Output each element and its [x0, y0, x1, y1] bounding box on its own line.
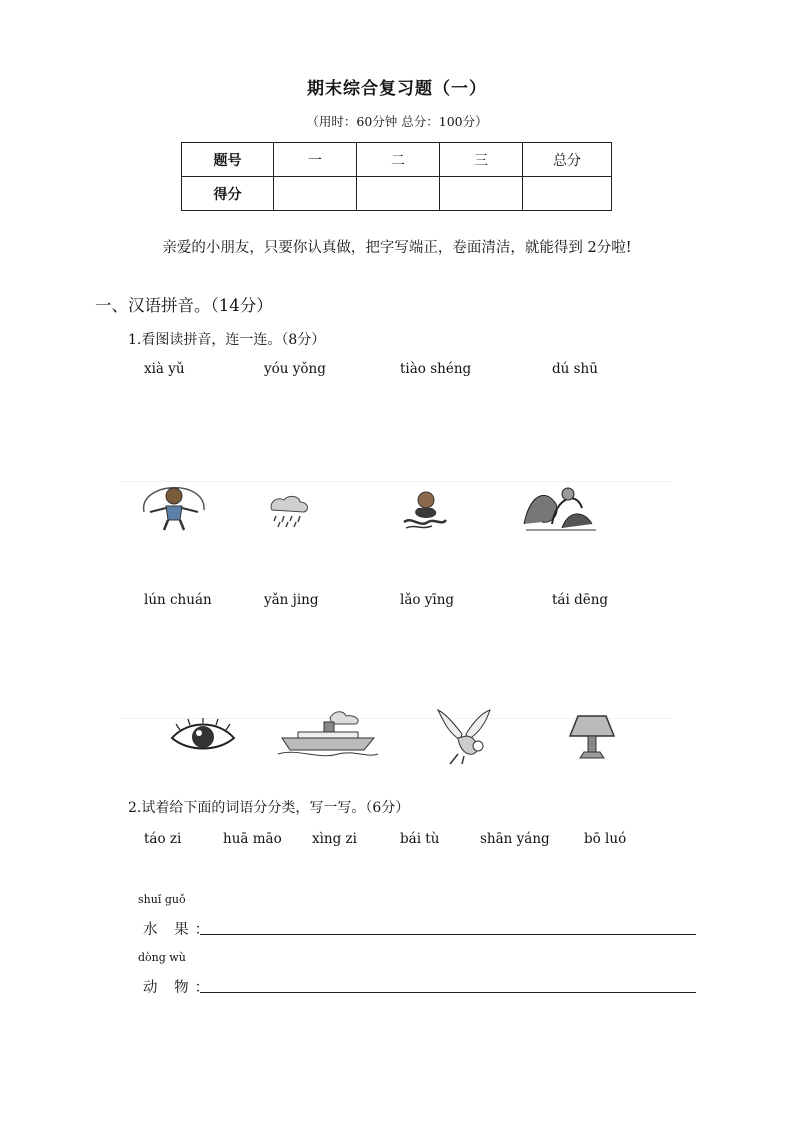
- table-row-label: 得分: [182, 177, 274, 211]
- table-header-cell: 一: [274, 143, 357, 177]
- table-header-cell: 总分: [523, 143, 612, 177]
- pinyin-word: xià yǔ: [144, 361, 185, 377]
- table-header-cell: 二: [357, 143, 440, 177]
- pinyin-word: yóu yǒng: [264, 361, 326, 377]
- waves-image: [522, 484, 600, 532]
- page-title: 期末综合复习题（一）: [307, 79, 487, 99]
- category-pinyin: shuǐ guǒ: [138, 893, 186, 906]
- score-cell[interactable]: [274, 177, 357, 211]
- pinyin-word: tái dēng: [552, 592, 609, 608]
- ship-image: [278, 708, 378, 760]
- swimming-child-image: [402, 488, 448, 530]
- pinyin-word: yǎn jing: [264, 592, 319, 608]
- pinyin-word: bō luó: [584, 831, 627, 847]
- section-title: 一、汉语拼音。（14分）: [95, 296, 273, 315]
- page-subtitle: （用时：60分钟 总分：100分）: [306, 114, 488, 129]
- pinyin-word: táo zi: [144, 831, 182, 847]
- pinyin-word: bái tù: [400, 831, 440, 847]
- score-table-header-row: [182, 143, 612, 177]
- score-cell[interactable]: [523, 177, 612, 211]
- intro-text: 亲爱的小朋友，只要你认真做，把字写端正，卷面清洁，就能得到 2分啦!: [162, 240, 632, 256]
- question-title: 1.看图读拼音，连一连。（8分）: [128, 332, 326, 348]
- table-header-cell: 三: [440, 143, 523, 177]
- category-pinyin: dòng wù: [138, 951, 186, 964]
- rain-cloud-image: [266, 494, 312, 528]
- eye-image: [170, 718, 236, 756]
- pinyin-word: dú shū: [552, 361, 598, 377]
- table-header-cell: 题号: [182, 143, 274, 177]
- pinyin-word: lún chuán: [144, 592, 212, 608]
- category-label: 动 物：: [143, 980, 216, 996]
- question-title: 2.试着给下面的词语分分类，写一写。（6分）: [128, 800, 410, 816]
- score-table-score-row: [182, 177, 612, 211]
- score-table: [181, 142, 612, 211]
- pinyin-word: shān yáng: [480, 831, 550, 847]
- table-lamp-image: [566, 712, 618, 764]
- category-label: 水 果：: [143, 922, 216, 938]
- pinyin-word: tiào shéng: [400, 361, 472, 377]
- eagle-image: [436, 708, 492, 766]
- pinyin-word: xìng zi: [312, 831, 357, 847]
- score-cell[interactable]: [440, 177, 523, 211]
- fruit-answer-line[interactable]: [200, 934, 696, 935]
- pinyin-word: lǎo yīng: [400, 592, 455, 608]
- pinyin-word: huā māo: [223, 831, 282, 847]
- score-cell[interactable]: [357, 177, 440, 211]
- animal-answer-line[interactable]: [200, 992, 696, 993]
- jump-rope-child-image: [136, 482, 212, 532]
